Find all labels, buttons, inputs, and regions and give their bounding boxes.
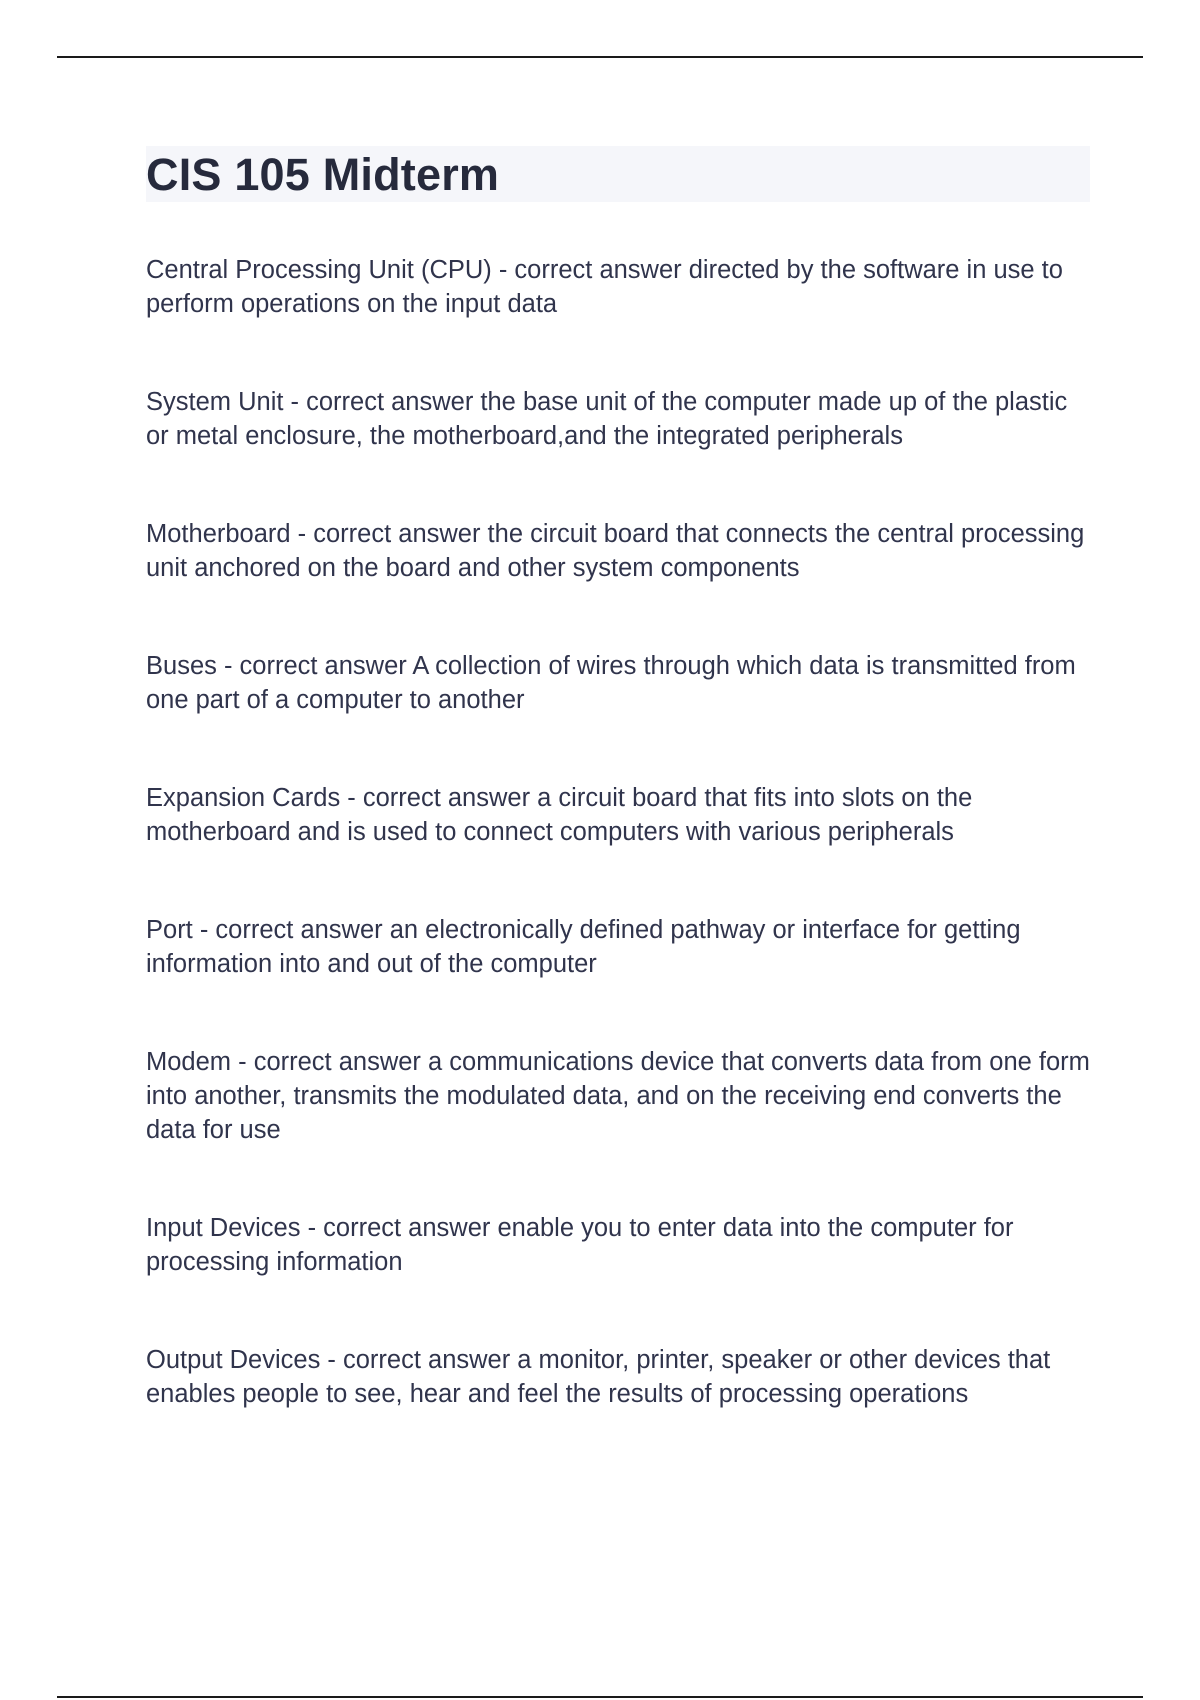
definition-entry: System Unit - correct answer the base unit of the computer made up of the plastic or metal enclosure, the motherboard,and the integrated peripherals [146, 388, 1068, 450]
definition-entry: Central Processing Unit (CPU) - correct answer directed by the software in use to perform operations on the input data [146, 256, 1063, 318]
top-divider [57, 56, 1143, 58]
definition-entry: Port - correct answer an electronically defined pathway or interface for getting information into and out of the computer [146, 916, 1021, 978]
title-banner [146, 146, 1090, 202]
definition-entry: Input Devices - correct answer enable you to enter data into the computer for processing information [146, 1214, 1014, 1276]
definition-entry: Output Devices - correct answer a monitor, printer, speaker or other devices that enables people to see, hear and feel the results of processing operations [146, 1346, 1051, 1408]
definition-entry: Motherboard - correct answer the circuit board that connects the central processing unit anchored on the board and other system components [146, 520, 1085, 582]
document-body [146, 146, 1090, 1475]
page-title: CIS 105 Midterm [146, 148, 500, 200]
definition-entry: Expansion Cards - correct answer a circuit board that fits into slots on the motherboard and is used to connect computers with various peripherals [146, 784, 973, 846]
bottom-divider [57, 1696, 1143, 1698]
definition-entry: Buses - correct answer A collection of wires through which data is transmitted from one part of a computer to another [146, 652, 1076, 714]
definition-entry: Modem - correct answer a communications device that converts data from one form into another, transmits the modulated data, and on the receiving end converts the data for use [146, 1048, 1090, 1144]
